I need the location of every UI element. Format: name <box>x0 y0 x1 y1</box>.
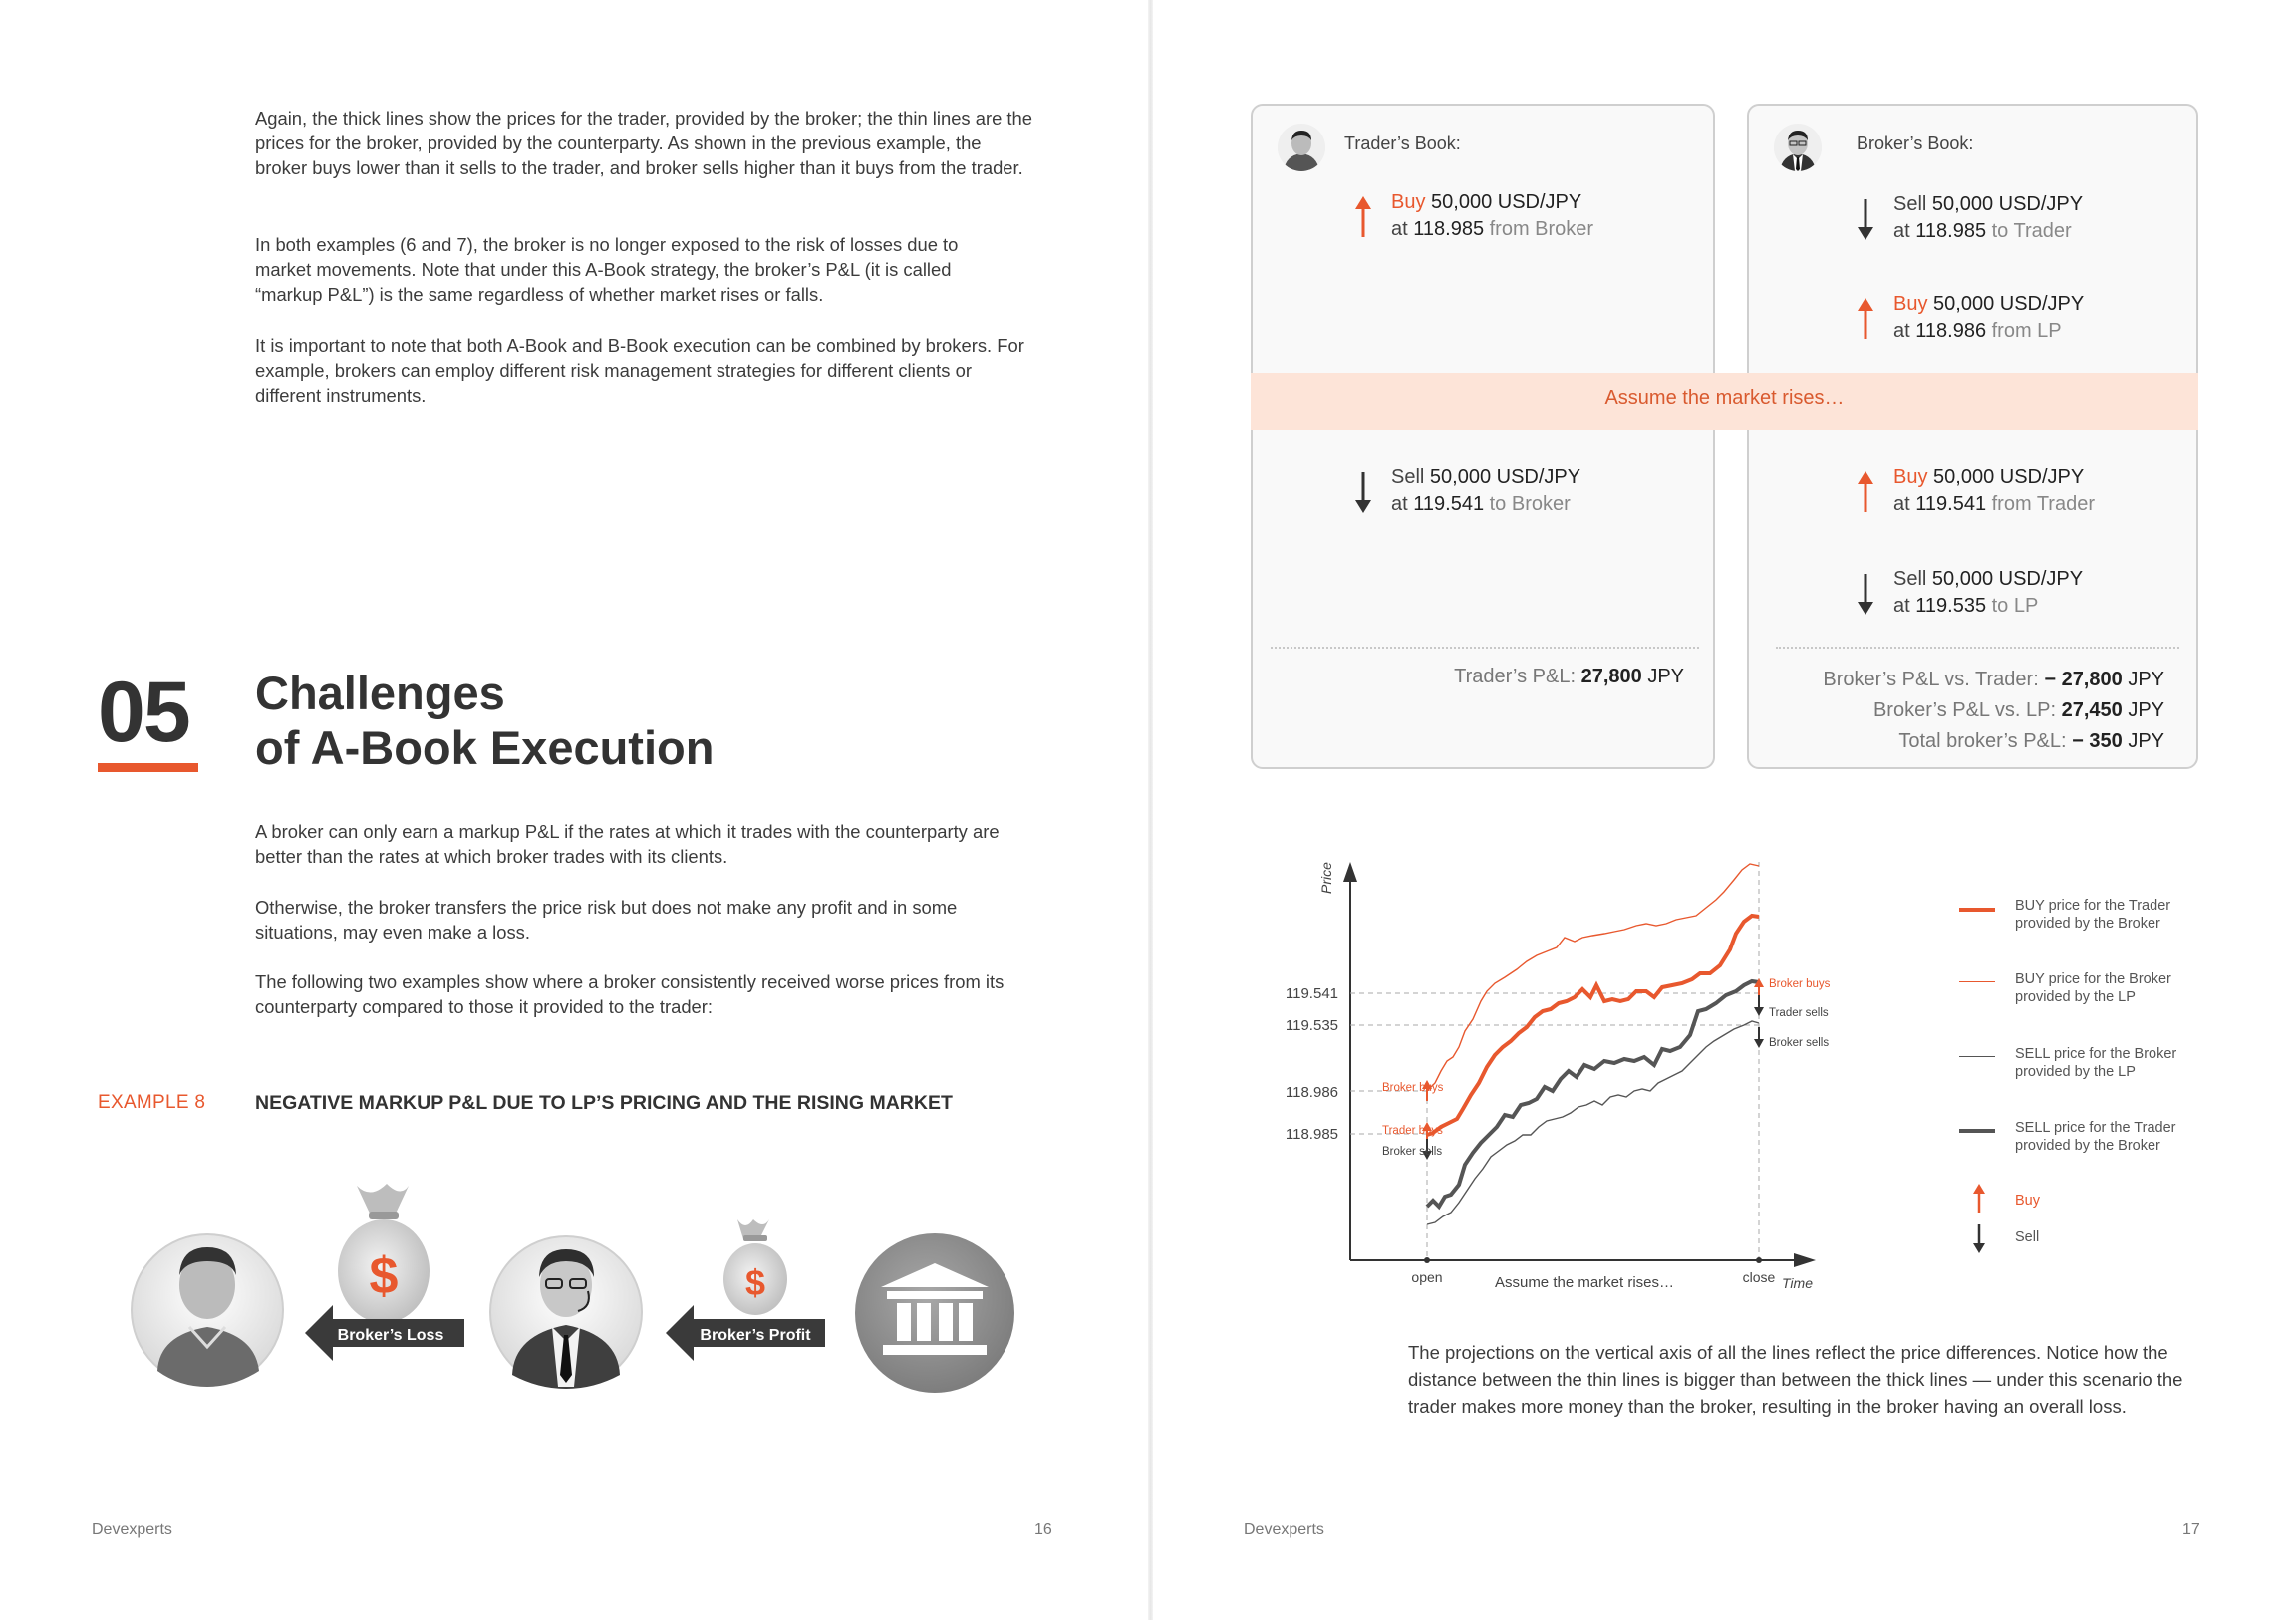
price-chart <box>1266 852 1844 1310</box>
page-number-right: 17 <box>2182 1521 2200 1538</box>
legend-buy-arrow-icon <box>1972 1184 1986 1214</box>
trader-tx-1-cp: from Broker <box>1489 218 1594 240</box>
trader-avatar-icon <box>132 1234 283 1387</box>
broker-tx-1-at: at <box>1893 220 1910 242</box>
legend-2a: BUY price for the Broker <box>2015 971 2171 987</box>
legend-2b: provided by the LP <box>2015 989 2136 1005</box>
section-number: 05 <box>98 665 189 760</box>
x-dot-close <box>1756 1257 1762 1263</box>
x-tick-open: open <box>1411 1269 1443 1285</box>
series-broker-buy-lp-thin <box>1427 864 1759 1091</box>
x-caption: Assume the market rises… <box>1494 1274 1675 1291</box>
broker-pnl-trader-value: − 27,800 <box>2044 669 2123 690</box>
y-tick-119541: 119.541 <box>1285 985 1338 1002</box>
broker-tx-3 <box>1893 464 2095 518</box>
broker-tx-1-rate: 118.985 <box>1915 220 1987 242</box>
legend-line-1 <box>1959 908 1995 912</box>
broker-tx-4 <box>1893 566 2083 620</box>
trader-book-title: Trader’s Book: <box>1344 134 1461 153</box>
trader-buy-arrow-icon <box>1352 195 1374 239</box>
trader-pnl-label: Trader’s P&L: <box>1454 666 1577 687</box>
broker-profit-arrow <box>666 1305 825 1361</box>
page-number-left: 16 <box>1034 1521 1052 1538</box>
series-broker-sell-lp-thin <box>1427 1021 1759 1224</box>
broker-tx-2-cp: from LP <box>1991 320 2062 342</box>
legend-item-2 <box>2015 970 2171 1006</box>
broker-book-title: Broker’s Book: <box>1857 134 1974 153</box>
marker-open-trader-buys: Trader buys <box>1382 1125 1443 1137</box>
broker-tx-3-cp: from Trader <box>1991 493 2095 515</box>
y-tick-119535: 119.535 <box>1285 1017 1338 1034</box>
legend-1a: BUY price for the Trader <box>2015 898 2171 914</box>
broker-pnl-lp-label: Broker’s P&L vs. LP: <box>1872 699 2057 721</box>
chart-caption: The projections on the vertical axis of all the lines reflect the price differences. Notice how the distance between the thin lines is bigger than between the thick lines — under this scenario the trader makes more money than the broker, resulting in the broker having an overall loss. <box>1408 1342 2183 1417</box>
bank-icon <box>855 1233 1014 1393</box>
trader-pnl-currency: JPY <box>1647 666 1684 687</box>
paragraph-2: In both examples (6 and 7), the broker is no longer exposed to the risk of losses due to market movements. Note that under this A-Book strategy, the broker’s P&L (it is called “markup P&L”) is the same regardless of whether market rises or falls. <box>255 234 959 305</box>
series-trader-sell-thick <box>1427 981 1759 1207</box>
legend-item-4 <box>2015 1119 2175 1155</box>
money-bag-loss-icon <box>338 1184 430 1323</box>
broker-tx-4-at: at <box>1893 595 1910 617</box>
trader-pnl-divider <box>1271 647 1699 649</box>
legend-item-3 <box>2015 1045 2176 1081</box>
broker-tx-1-cp: to Trader <box>1991 220 2072 242</box>
paragraph-1: Again, the thick lines show the prices for the trader, provided by the broker; the thin lines are the prices for the broker, provided by the counterparty. As shown in the previous example, the broker buys lower than it sells to the trader, and broker sells higher than it buys from the trader. <box>255 108 1032 178</box>
broker-pnl-currency-3: JPY <box>2128 730 2164 752</box>
marker-close-trader-sells: Trader sells <box>1769 1007 1829 1019</box>
broker-book-avatar-icon <box>1774 124 1822 171</box>
broker-pnl <box>1754 665 2164 757</box>
section-title-line-2: of A-Book Execution <box>255 721 715 774</box>
trader-tx-1-amount: 50,000 USD/JPY <box>1431 191 1582 213</box>
x-axis-arrow <box>1794 1253 1816 1267</box>
broker-tx-3-at: at <box>1893 493 1910 515</box>
legend-1b: provided by the Broker <box>2015 916 2160 932</box>
legend-3a: SELL price for the Broker <box>2015 1046 2177 1062</box>
broker-pnl-total-label: Total broker’s P&L: <box>1898 730 2067 752</box>
broker-tx-3-action: Buy <box>1893 466 1928 488</box>
broker-tx-4-action: Sell <box>1893 568 1927 590</box>
marker-close-trader-sells-icon <box>1754 995 1764 1016</box>
legend-item-1 <box>2015 897 2170 933</box>
legend-sell-arrow-icon <box>1972 1223 1986 1253</box>
marker-open-broker-buys: Broker buys <box>1382 1082 1444 1094</box>
broker-pnl-total-value: − 350 <box>2072 730 2123 752</box>
marker-close-broker-buys: Broker buys <box>1769 978 1831 990</box>
legend-buy: Buy <box>2015 1193 2040 1209</box>
broker-tx-4-amount: 50,000 USD/JPY <box>1931 568 2084 590</box>
marker-close-broker-sells: Broker sells <box>1769 1037 1830 1049</box>
trader-tx-2 <box>1391 464 1580 518</box>
broker-tx-1-amount: 50,000 USD/JPY <box>1931 193 2084 215</box>
broker-tx-1 <box>1893 191 2083 245</box>
broker-tx-2-action: Buy <box>1893 293 1928 315</box>
paragraph-4: A broker can only earn a markup P&L if the rates at which it trades with the counterparty are better than the rates at which broker trades with its clients. <box>255 821 1000 867</box>
broker-tx-4-cp: to LP <box>1991 595 2039 617</box>
example-label: EXAMPLE 8 <box>98 1092 206 1113</box>
y-axis-label: Price <box>1318 862 1334 894</box>
section-title-line-1: Challenges <box>255 667 505 719</box>
broker-sell-arrow-2-icon <box>1855 572 1876 616</box>
legend-line-4 <box>1959 1129 1995 1133</box>
marker-close-broker-sells-icon <box>1754 1027 1764 1048</box>
trader-tx-1 <box>1391 189 1593 243</box>
broker-tx-2-at: at <box>1893 320 1910 342</box>
broker-avatar-icon <box>490 1236 642 1389</box>
legend-4a: SELL price for the Trader <box>2015 1120 2176 1136</box>
book-spine <box>1148 0 1153 1620</box>
y-tick-118986: 118.986 <box>1285 1084 1338 1101</box>
trader-tx-2-rate: 119.541 <box>1413 493 1485 515</box>
assume-band-text: Assume the market rises… <box>1604 387 1845 408</box>
broker-tx-3-rate: 119.541 <box>1915 493 1987 515</box>
broker-loss-label: Broker’s Loss <box>337 1327 444 1344</box>
broker-tx-4-rate: 119.535 <box>1915 595 1987 617</box>
loss-dollar: $ <box>369 1247 399 1305</box>
broker-pnl-currency-1: JPY <box>2128 669 2164 690</box>
broker-pnl-trader-label: Broker’s P&L vs. Trader: <box>1823 669 2039 690</box>
paragraph-3: It is important to note that both A-Book and B-Book execution can be combined by brokers. For example, brokers can employ different risk management strategies for different clients or different instruments. <box>255 335 1024 405</box>
broker-buy-arrow-2-icon <box>1855 470 1876 514</box>
trader-pnl <box>1286 662 1684 692</box>
broker-sell-arrow-1-icon <box>1855 197 1876 241</box>
broker-tx-2-rate: 118.986 <box>1915 320 1987 342</box>
footer-brand-left: Devexperts <box>92 1521 172 1538</box>
legend-4b: provided by the Broker <box>2015 1138 2160 1154</box>
trader-tx-2-action: Sell <box>1391 466 1425 488</box>
marker-open-broker-sells: Broker sells <box>1382 1146 1443 1158</box>
trader-tx-2-cp: to Broker <box>1489 493 1571 515</box>
trader-tx-1-action: Buy <box>1391 191 1426 213</box>
trader-tx-1-rate: 118.985 <box>1413 218 1485 240</box>
legend-3b: provided by the LP <box>2015 1064 2136 1080</box>
broker-profit-label: Broker’s Profit <box>700 1327 811 1344</box>
trader-tx-2-at: at <box>1391 493 1408 515</box>
trader-tx-1-at: at <box>1391 218 1408 240</box>
broker-buy-arrow-1-icon <box>1855 297 1876 341</box>
x-axis-label: Time <box>1782 1275 1813 1291</box>
broker-pnl-lp-value: 27,450 <box>2061 699 2123 721</box>
legend-sell: Sell <box>2015 1229 2040 1245</box>
broker-tx-3-amount: 50,000 USD/JPY <box>1933 466 2085 488</box>
y-tick-118985: 118.985 <box>1285 1126 1338 1143</box>
profit-dollar: $ <box>744 1262 766 1303</box>
paragraph-6: The following two examples show where a broker consistently received worse prices from its counterparty compared to those it provided to the trader: <box>255 971 1004 1017</box>
paragraph-5: Otherwise, the broker transfers the price risk but does not make any profit and in some situations, may even make a loss. <box>255 897 958 943</box>
section-underline <box>98 763 198 772</box>
broker-tx-1-action: Sell <box>1893 193 1927 215</box>
broker-tx-2 <box>1893 291 2084 345</box>
footer-brand-right: Devexperts <box>1244 1521 1324 1538</box>
trader-sell-arrow-icon <box>1352 470 1374 514</box>
x-dot-open <box>1424 1257 1430 1263</box>
example-title: NEGATIVE MARKUP P&L DUE TO LP’S PRICING AND THE RISING MARKET <box>255 1092 953 1114</box>
trader-tx-2-amount: 50,000 USD/JPY <box>1429 466 1581 488</box>
section-title <box>255 666 714 775</box>
y-axis-arrow <box>1343 862 1357 882</box>
broker-pnl-currency-2: JPY <box>2128 699 2164 721</box>
trader-pnl-value: 27,800 <box>1580 666 1642 687</box>
trader-book-avatar-icon <box>1278 124 1325 171</box>
legend-line-3 <box>1959 1056 1995 1057</box>
legend-line-2 <box>1959 981 1995 982</box>
x-tick-close: close <box>1742 1269 1776 1285</box>
money-bag-profit-icon <box>723 1219 787 1315</box>
broker-tx-2-amount: 50,000 USD/JPY <box>1933 293 2085 315</box>
flow-illustration <box>120 1176 1036 1415</box>
broker-pnl-divider <box>1776 647 2179 649</box>
